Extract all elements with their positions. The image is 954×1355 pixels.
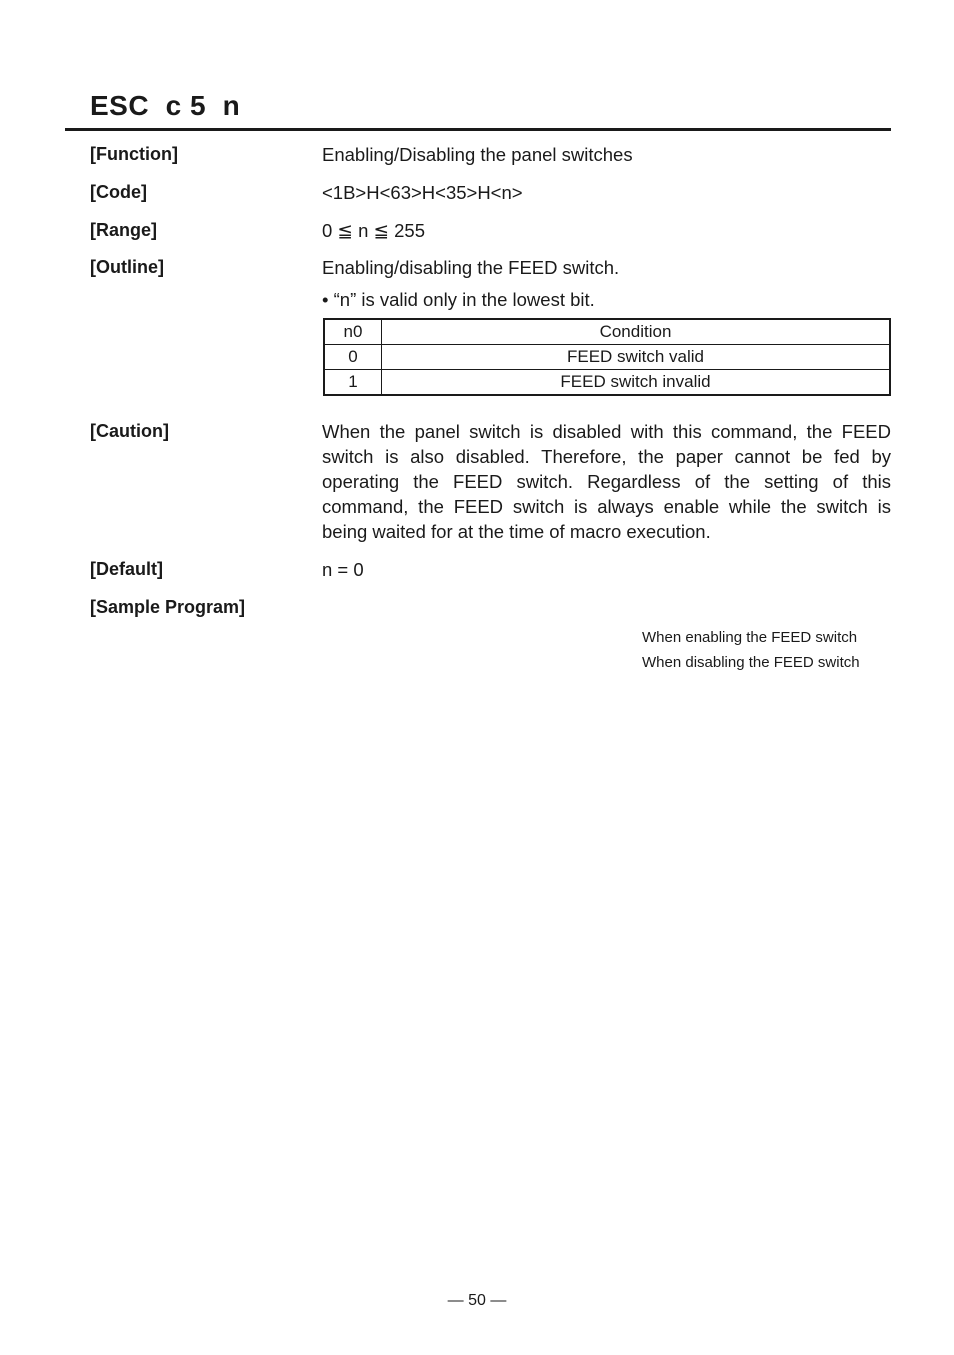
- outline-value: Enabling/disabling the FEED switch.: [322, 257, 620, 278]
- page-title: ESC c 5 n: [90, 90, 241, 121]
- row-n0-cell: 1: [324, 370, 382, 396]
- default-label: [Default]: [90, 559, 163, 579]
- row-condition-cell: FEED switch invalid: [382, 370, 891, 396]
- range-label: [Range]: [90, 220, 157, 240]
- page-number: — 50 —: [447, 1292, 507, 1309]
- sample-note-disable: When disabling the FEED switch: [642, 654, 860, 671]
- function-label: [Function]: [90, 144, 178, 164]
- condition-table: [323, 318, 891, 396]
- header-condition: Condition: [382, 319, 891, 345]
- code-label: [Code]: [90, 182, 147, 202]
- table-row: [324, 370, 890, 396]
- sample-program-label: [Sample Program]: [90, 597, 246, 617]
- range-value: 0 ≦ n ≦ 255: [322, 220, 426, 241]
- default-value: n = 0: [322, 559, 364, 580]
- row-n0-cell: 0: [324, 345, 382, 370]
- row-condition-cell: FEED switch valid: [382, 345, 891, 370]
- caution-label: [Caution]: [90, 421, 169, 441]
- function-value: Enabling/Disabling the panel switches: [322, 144, 633, 165]
- title-underline: [65, 128, 891, 131]
- outline-label: [Outline]: [90, 257, 164, 277]
- outline-bullet: • “n” is valid only in the lowest bit.: [322, 289, 595, 310]
- header-n0: n0: [324, 319, 382, 345]
- table-header-row: [324, 319, 890, 345]
- code-value: <1B>H<63>H<35>H<n>: [322, 182, 523, 203]
- sample-note-enable: When enabling the FEED switch: [642, 629, 858, 646]
- table-row: [324, 345, 890, 370]
- caution-text: When the panel switch is disabled with this command, the FEED switch is also disabled. Therefore, the paper cannot be fed by operating the FEED switch. Regardless of the setting of this command, the FEED switch is always enable while the switch is being waited for at the time of macro execution.: [322, 421, 891, 542]
